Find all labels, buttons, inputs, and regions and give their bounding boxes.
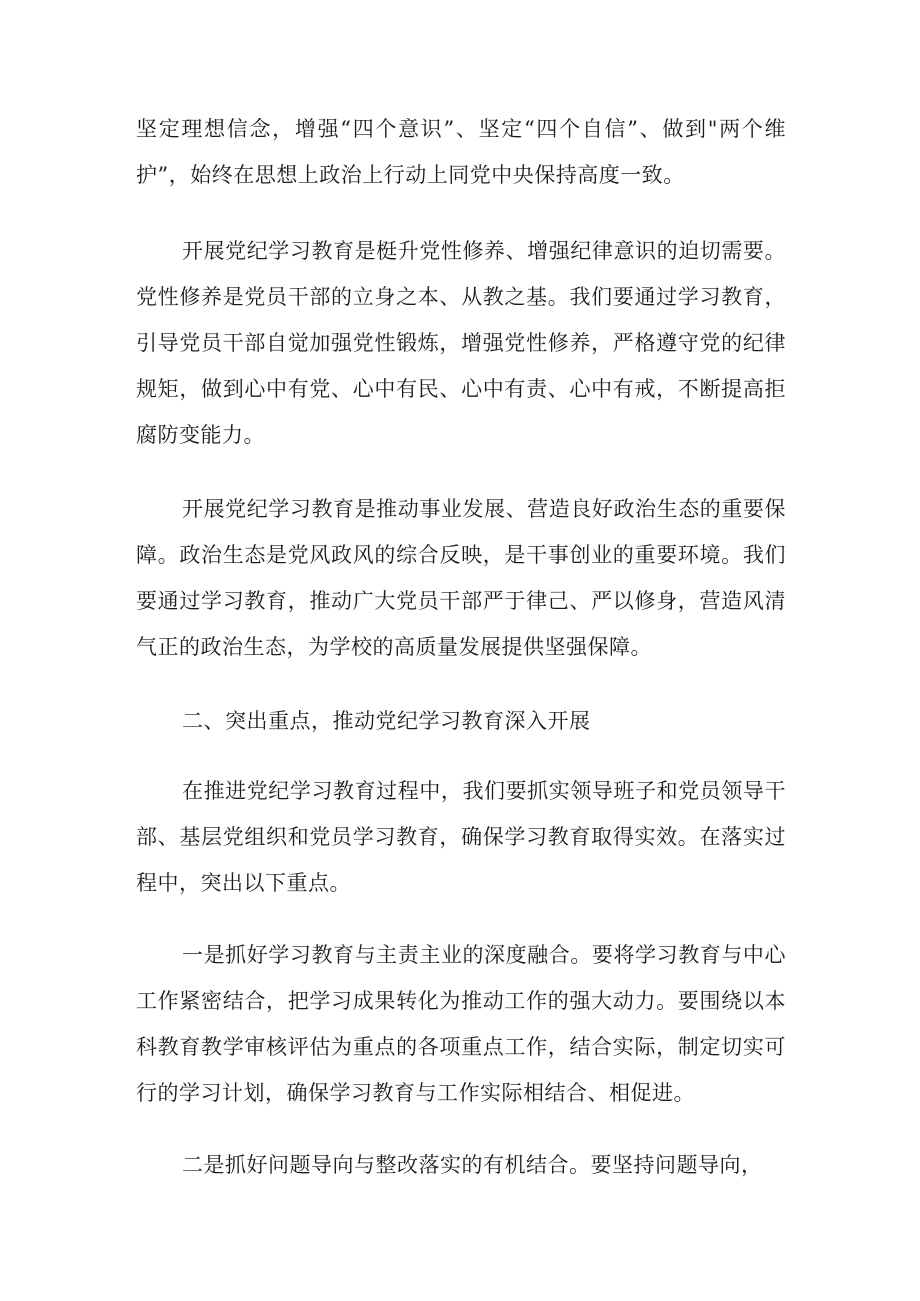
paragraph-party-cultivation: 开展党纪学习教育是梃升党性修养、增强纪律意识的迫切需要。党性修养是党员干部的立身之本、从教之基。我们要通过学习教育，引导党员干部自觉加强党性锻炼，增强党性修养，严格遵守党的纪律规矩，做到心中有党、心中有民、心中有责、心中有戒，不断提高拒腐防变能力。: [136, 239, 786, 447]
paragraph-political-ecology: 开展党纪学习教育是推动事业发展、营造良好政治生态的重要保障。政治生态是党风政风的综合反映，是干事创业的重要环境。我们要通过学习教育，推动广大党员干部严于律己、严以修身，营造风清气正的政治生态，为学校的高质量发展提供坚强保障。: [136, 497, 786, 659]
paragraph-key-points-intro: 在推进党纪学习教育过程中，我们要抓实领导班子和党员领导干部、基层党组织和党员学习教育，确保学习教育取得实效。在落实过程中，突出以下重点。: [136, 779, 786, 895]
paragraph-point-two: 二是抓好问题导向与整改落实的有机结合。要坚持问题导向，: [182, 1153, 763, 1177]
paragraph-continuation: 坚定理想信念，增强“四个意识”、坚定“四个自信”、做到"两个维护”，始终在思想上政治上行动上同党中央保持高度一致。: [136, 117, 786, 187]
paragraph-point-one: 一是抓好学习教育与主责主业的深度融合。要将学习教育与中心工作紧密结合，把学习成果转化为推动工作的强大动力。要围绕以本科教育教学审核评估为重点的各项重点工作，结合实际，制定切实可行的学习计划，确保学习教育与工作实际相结合、相促进。: [136, 943, 786, 1105]
section-heading-2: 二、突出重点，推动党纪学习教育深入开展: [182, 709, 591, 733]
